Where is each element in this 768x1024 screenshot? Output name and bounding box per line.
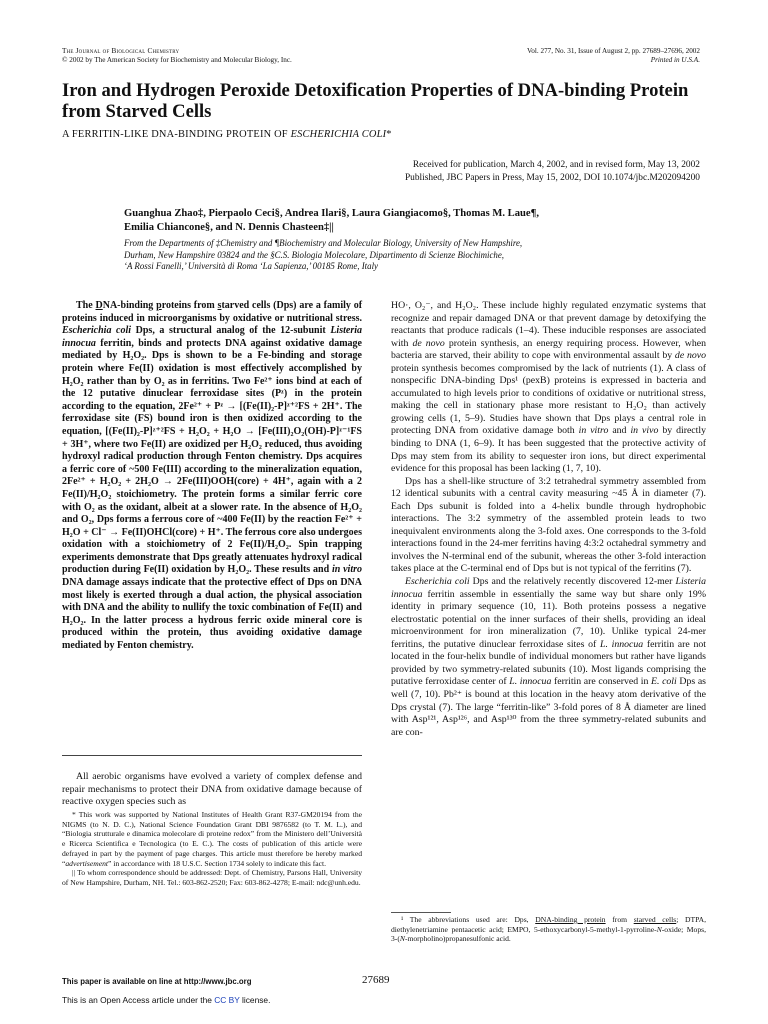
abstract-text: DNA damage assays indicate that the protective effect of Dps on DNA most likely is exerted through a dual action, the physical association with DNA and the ability to nullify the toxic combination of Fe(II) and H₂O₂. In the latter process a hydrous ferric oxide mineral core is produced within the protein, thus avoiding oxidative damage mediated by Fenton chemistry. xyxy=(62,577,362,652)
subtitle-organism: ESCHERICHIA COLI xyxy=(290,129,387,140)
funding-footnote xyxy=(62,810,362,868)
journal-header xyxy=(62,47,292,65)
open-access-text: This is an Open Access article under the xyxy=(62,995,212,1005)
authors-line-1: Guanghua Zhao‡, Pierpaolo Ceci§, Andrea Ilari§, Laura Giangiacomo§, Thomas M. Laue¶, xyxy=(124,208,539,219)
abstract xyxy=(62,300,362,653)
abbreviations-footnote xyxy=(391,915,706,944)
affiliations xyxy=(124,238,704,273)
body-term: L. innocua xyxy=(509,676,552,688)
open-access-text: license. xyxy=(242,995,271,1005)
body-paragraph: Dps has a shell-like structure of 3:2 tetrahedral symmetry assembled from 12 identical subunits with a central cavity measuring ~45 Å in diameter (7). Each Dps subunit is folded into a 4-helix bundle through hydrophobic interactions. The 3:2 symmetry of the assembled protein leads to two inequivalent environments along the 3-fold axes. One corresponds to the 3-fold interactions found in the 24-mer ferritins having 4:3:2 octahedral symmetry and involves the N-terminal end of the subunit, whereas the other 3-fold interaction takes place at the C-terminal end of Dps but is not typical of the ferritins (7). xyxy=(391,475,706,575)
abstract-text: NA-binding xyxy=(102,300,157,311)
footnote-text: ; DTPA, diethylenetriamine pentaacetic acid; EMPO, 5-ethoxycarbonyl-5-methyl-1-pyrroline- xyxy=(391,915,707,934)
body-term: E. coli xyxy=(651,676,677,688)
body-term: Listeria innocua xyxy=(391,576,706,600)
availability-note: This paper is available on line at http://www.jbc.org xyxy=(62,977,252,986)
footnote-text: -oxide; Mops, 3-( xyxy=(391,924,707,944)
body-term: de novo xyxy=(412,337,445,349)
footnote-divider xyxy=(391,912,451,913)
abstract-organism: Escherichia coli xyxy=(62,325,132,337)
subtitle-prefix: A FERRITIN-LIKE DNA-BINDING PROTEIN OF xyxy=(62,129,291,140)
authors-line-2: Emilia Chiancone§, and N. Dennis Chasteen‡|| xyxy=(124,222,334,233)
footnote-text: ” in accordance with 18 U.S.C. Section 1734 solely to indicate this fact. xyxy=(107,858,327,868)
abstract-text: D xyxy=(95,300,103,311)
body-text: ferritin are conserved in xyxy=(551,676,651,688)
published-line: Published, JBC Papers in Press, May 15, 2002, DOI 10.1074/jbc.M202094200 xyxy=(404,173,700,183)
abstract-term: in vitro xyxy=(331,564,362,576)
body-text: protein synthesis, an energy requiring process. However, when bacteria are starved, their ability to cope with environmental assault by xyxy=(391,337,706,362)
affiliation-line-2: Durham, New Hampshire 03824 and the §C.S. Biologia Molecolare, Dipartimento di Scienze Biochimiche, xyxy=(124,249,505,260)
received-line: Received for publication, March 4, 2002, and in revised form, May 13, 2002 xyxy=(412,160,700,170)
abstract-text: tarved cells (Dps) are a family of proteins induced in microorganisms by oxidative or nutritional stress. xyxy=(62,300,363,324)
abstract-text: s xyxy=(217,300,222,311)
body-right-column xyxy=(391,300,706,739)
subtitle-mark: * xyxy=(386,129,392,140)
introduction-left xyxy=(62,771,362,809)
body-text: ferritin are not located in the four-helix bundle of individual monomers but rather have ligands provided by two symmetry-related subunits (10). Most ligands comprising the putative ferroxidase center of xyxy=(391,638,706,688)
body-text: ferritin assemble in essentially the same way but share only 19% identity in primary sequence (10, 11). Both proteins possess a negative electrostatic potential on the inner surfaces of their shells, providing an ideal microenvironment for iron mineralization (7, 10). Unlike typical 24-mer ferritins, the putative dinuclear ferroxidase sites of xyxy=(391,588,706,650)
affiliation-line-3: ‘A Rossi Fanelli,’ Università di Roma ‘La Sapienza,’ 00185 Rome, Italy xyxy=(124,261,378,272)
footnote-text: starved cells xyxy=(633,915,677,924)
correspondence-footnote: || To whom correspondence should be addressed: Dept. of Chemistry, Parsons Hall, University of New Hampshire, Durham, NH. Tel.: 603-862-2520; Fax: 603-862-4278; E-mail: ndc@unh.edu. xyxy=(62,868,362,887)
copyright-line: © 2002 by The American Society for Biochemistry and Molecular Biology, Inc. xyxy=(62,56,292,64)
body-text: and xyxy=(608,425,631,437)
body-term: Escherichia coli xyxy=(405,576,470,588)
abstract-text: roteins from xyxy=(161,300,218,311)
abstract-paragraph xyxy=(62,300,362,653)
body-paragraph xyxy=(391,576,706,739)
body-paragraph xyxy=(391,300,706,476)
body-term: in vitro xyxy=(578,425,609,437)
affiliation-line-1: From the Departments of ‡Chemistry and ¶Biochemistry and Molecular Biology, University of New Hampshire, xyxy=(124,238,523,248)
body-term: de novo xyxy=(674,350,706,362)
abstract-text: Dps, a structural analog of the 12-subunit xyxy=(131,325,331,337)
footnote-text: advertisement xyxy=(65,858,108,868)
abbreviations-text xyxy=(391,915,706,944)
printed-line: Printed in U.S.A. xyxy=(650,56,700,64)
footnote-text: ¹ The abbreviations used are: Dps, xyxy=(401,915,536,924)
footnotes-left xyxy=(62,810,362,888)
cc-by-link[interactable]: CC BY xyxy=(214,995,240,1005)
issue-header xyxy=(527,47,700,65)
publication-history xyxy=(405,159,700,185)
abstract-divider xyxy=(62,755,362,756)
footnote-text: -morpholino)propanesulfonic acid. xyxy=(404,934,511,944)
article-title: Iron and Hydrogen Peroxide Detoxification Properties of DNA-binding Protein from Starved Cells xyxy=(62,80,689,122)
abstract-text: p xyxy=(156,300,162,311)
body-text: protein synthesis becomes compromised by the lack of nutrients (1). A class of nonspecific DNA-binding Dps¹ (pexB) proteins is expressed in bacteria and accumulated to high levels prior to conditions of oxidative or nutritional stress, making the cell in stationary phase more resistant to H₂O₂ than actively growing cells (1, 5–9). Studies have shown that Dps plays a central role in protecting DNA from oxidative damage both xyxy=(391,362,706,437)
article-subtitle xyxy=(62,129,392,140)
body-text: HO·, O₂⁻, and H₂O₂. These include highly regulated enzymatic systems that recognize and repair damaged DNA or that prevent damage by detoxifying the reactants that produce radicals (1–4). These inducible responses are associated with xyxy=(391,300,706,349)
footnote-text: from xyxy=(605,915,634,924)
footnote-text: N xyxy=(656,924,662,934)
footnote-text: N xyxy=(399,934,405,944)
journal-name: The Journal of Biological Chemistry xyxy=(62,47,180,55)
abstract-organism: Listeria innocua xyxy=(62,325,362,349)
body-text: by directly binding to DNA (1, 6–9). It has been suggested that the protective activity of Dps may stem from its ability to sequester iron ions, but direct experimental evidence for this proposal has been lacking (1, 7, 10). xyxy=(391,425,706,475)
page-number: 27689 xyxy=(362,974,390,986)
body-term: L. innocua xyxy=(600,638,644,650)
footnote-text: * This work was supported by National Institutes of Health Grant R37-GM20194 from the NIGMS (to N. D. C.), National Science Foundation Grant DBI 9876582 (to T. M. L.), and “Biologia strutturale e dinamica molecolare di proteine redox” from the Ministero dell’Università e Ricerca Scientifica e Tecnologica (to E. C.). The costs of publication of this article were defrayed in part by the payment of page charges. This article must therefore be hereby marked “ xyxy=(62,810,362,868)
body-text: Dps and the relatively recently discovered 12-mer xyxy=(469,576,676,588)
author-list xyxy=(124,207,704,235)
abstract-text: ferritin, binds and protects DNA against oxidative damage mediated by H₂O₂. Dps is shown to be a Fe-binding and storage protein where Fe(II) oxidation is most effectively accomplished by H₂O₂ rather than by O₂ as in ferritins. Two Fe²⁺ ions bind at each of the 12 putative dinuclear ferroxidase sites (Pᶻ) in the protein according to the equation, 2Fe²⁺ + Pᶻ → [(Fe(II)₂-P]ᶻ⁺²FS + 2H⁺. The ferroxidase site (FS) bound iron is then oxidized according to the equation, [(Fe(II)₂-P]ᶻ⁺²FS + H₂O₂ + H₂O → [Fe(III)₂O₂(OH)-P]ᶻ⁻¹FS + 3H⁺, where two Fe(II) are oxidized per H₂O₂ reduced, thus avoiding hydroxyl radical production through Fenton chemistry. Dps acquires a ferric core of ~500 Fe(III) according to the mineralization equation, 2Fe²⁺ + H₂O₂ + 2H₂O → 2Fe(III)OOH(core) + 4H⁺, again with a 2 Fe(II)/H₂O₂ stoichiometry. The protein forms a similar ferric core with O₂ as the oxidant, albeit at a slower rate. In the absence of H₂O₂ and O₂, Dps forms a ferrous core of ~400 Fe(II) by the reaction Fe²⁺ + H₂O + Cl⁻ → Fe(II)OHCl(core) + H⁺. The ferrous core also undergoes oxidation with a stoichiometry of 2 Fe(II)/H₂O₂. Spin trapping experiments demonstrate that Dps greatly attenuates hydroxyl radical production during Fe(II) oxidation by H₂O₂. These results and xyxy=(62,337,362,576)
volume-line: Vol. 277, No. 31, Issue of August 2, pp. 27689–27696, 2002 xyxy=(527,47,700,55)
footnote-text: DNA-binding protein xyxy=(535,915,606,924)
body-text: Dps as well (7, 10). Pb²⁺ is bound at this location in the heavy atom derivative of the Dps crystal (7). The large “ferritin-like” 3-fold pores of 8 Å diameter are lined with Asp¹²¹, Asp¹²⁶, and Asp¹³⁰ from the three symmetry-related subunits and are con- xyxy=(391,676,706,738)
body-term: in vivo xyxy=(630,425,659,437)
intro-paragraph: All aerobic organisms have evolved a variety of complex defense and repair mechanisms to protect their DNA from oxidative damage because of reactive oxygen species such as xyxy=(62,771,362,808)
abstract-text: The xyxy=(76,300,96,311)
open-access-note xyxy=(62,995,270,1005)
